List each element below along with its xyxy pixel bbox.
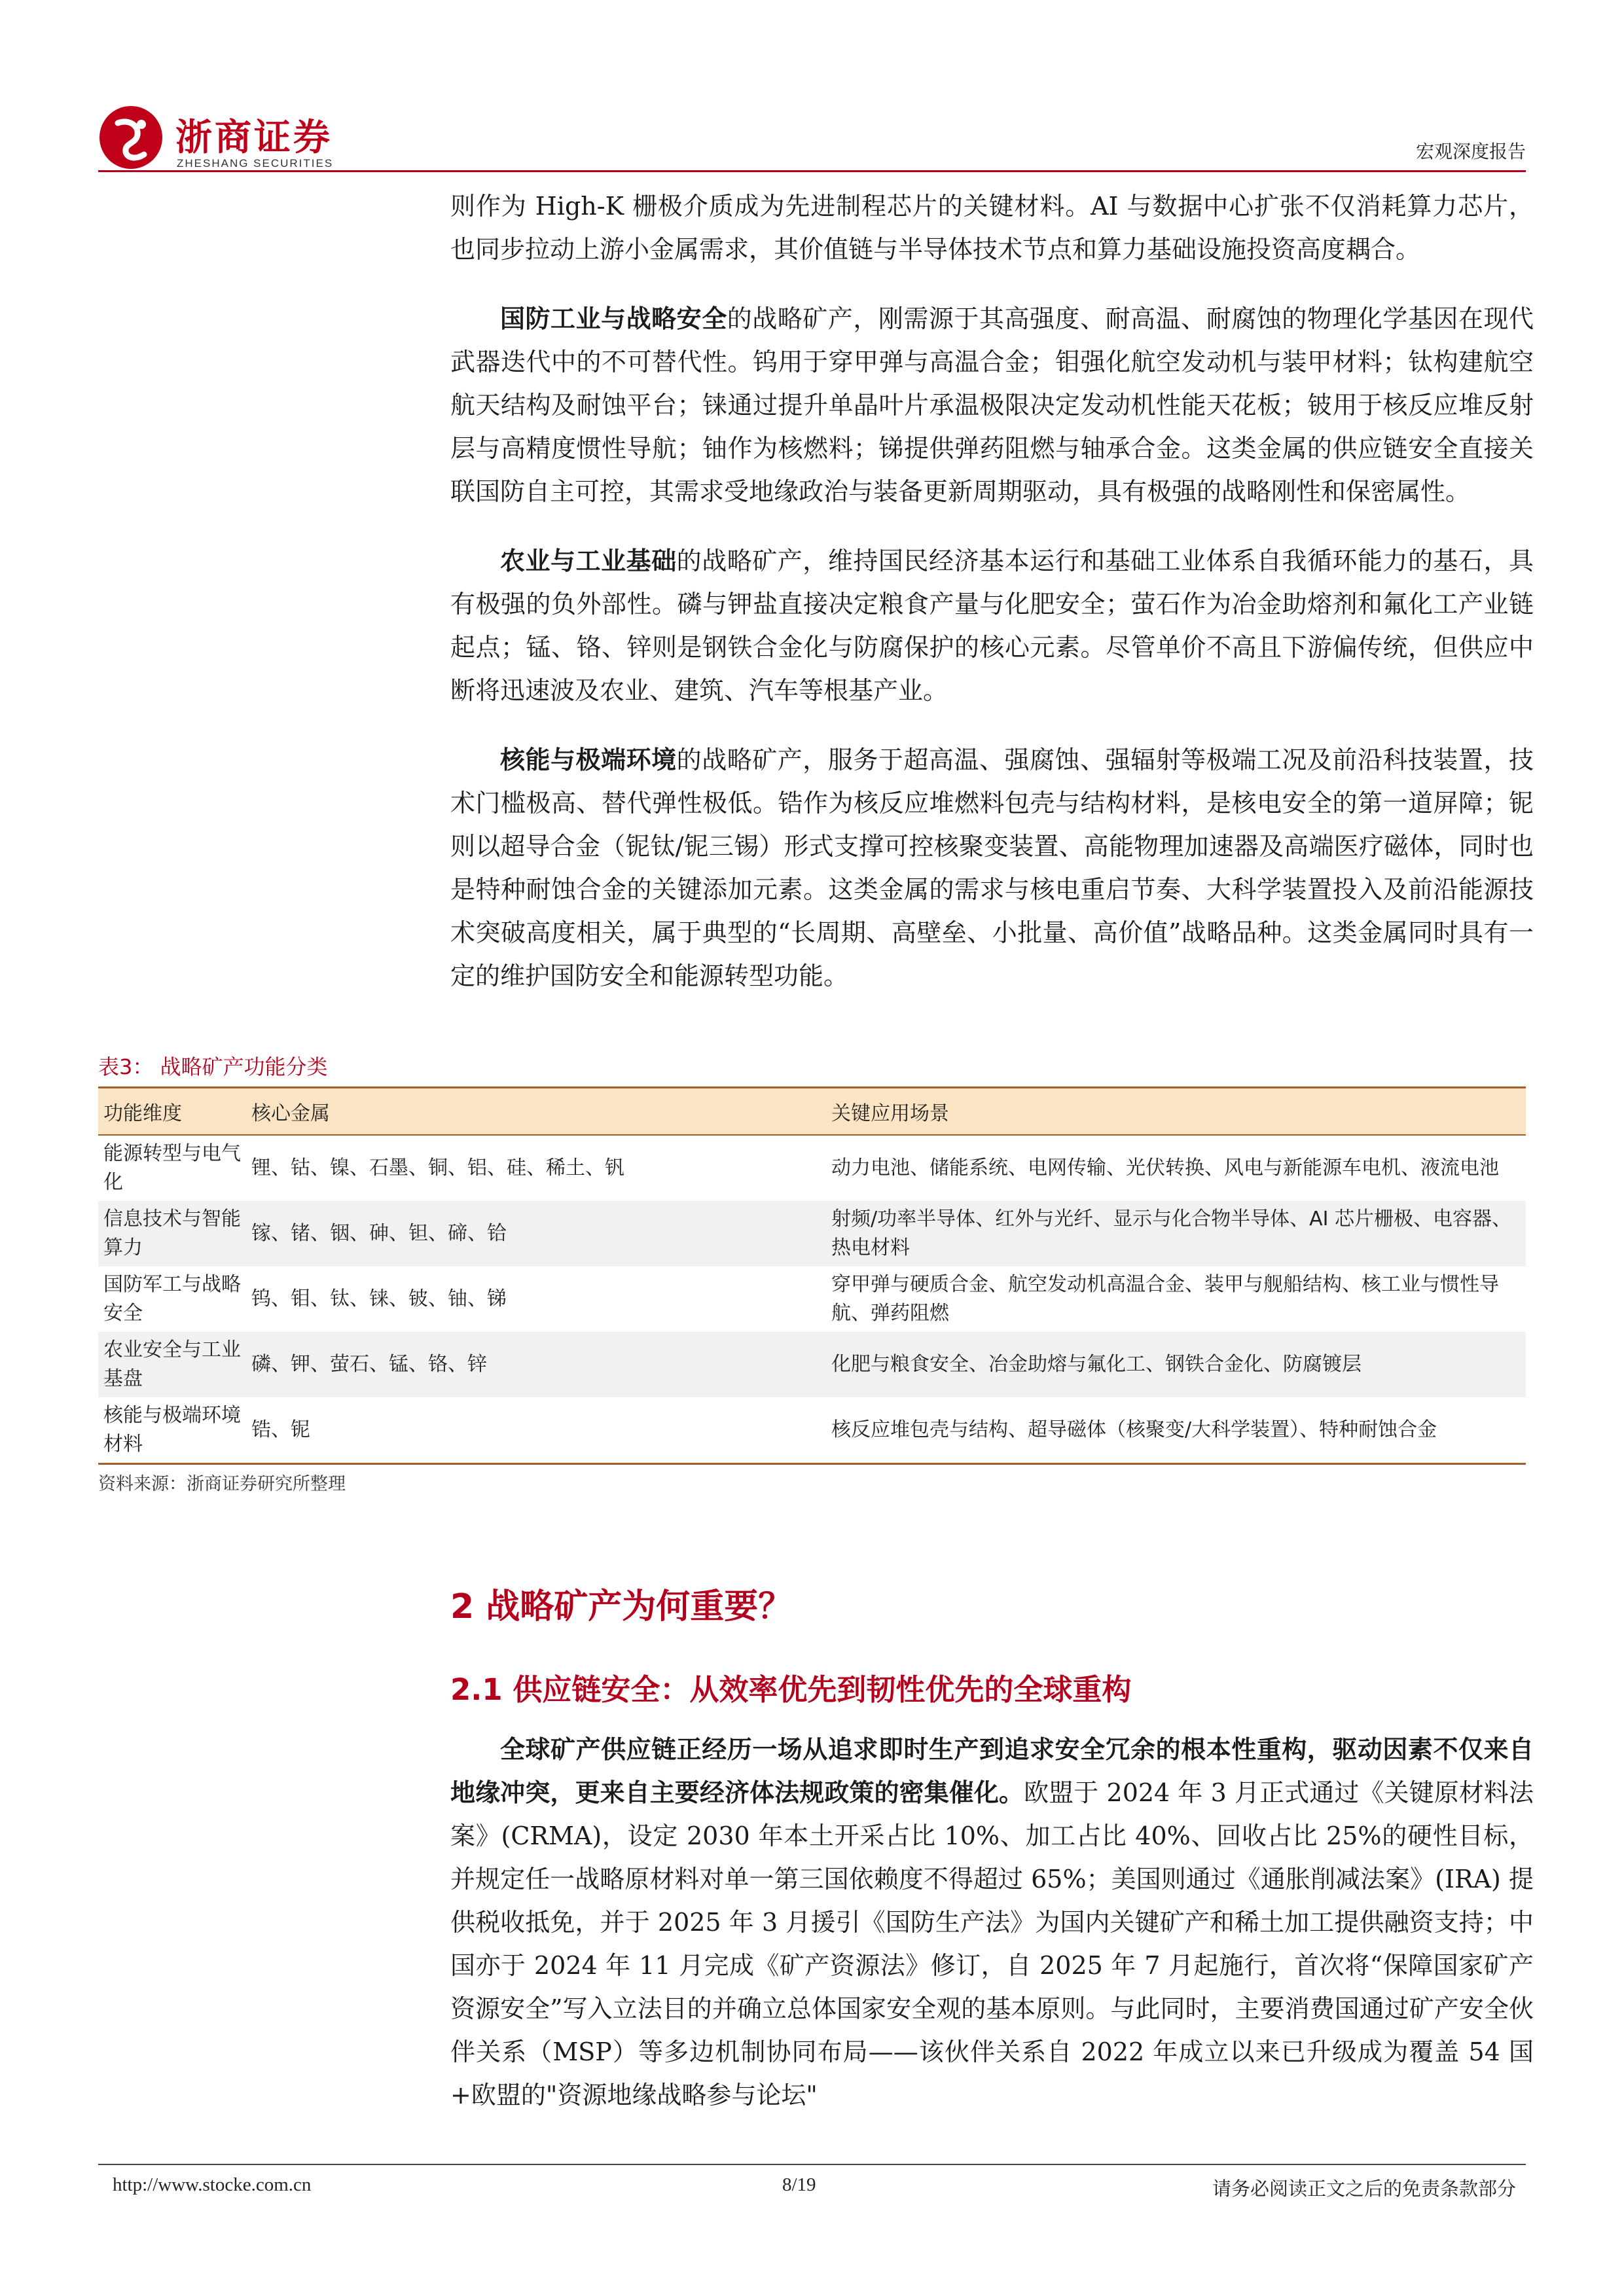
page-number: 8/19: [782, 2174, 816, 2195]
paragraph-lead-agriculture: 农业与工业基础: [500, 546, 677, 575]
cell-metals: 磷、钾、萤石、锰、铬、锌: [251, 1353, 487, 1376]
subsection-heading: 2.1 供应链安全：从效率优先到韧性优先的全球重构: [450, 1672, 1132, 1707]
table-title: 表3： 战略矿产功能分类: [98, 1054, 328, 1079]
cell-dimension: 农业安全与工业基盘: [103, 1338, 241, 1390]
cell-metals: 锆、铌: [246, 1397, 826, 1464]
section-heading: 2 战略矿产为何重要？: [450, 1587, 793, 1626]
paragraph-body-agriculture: 的战略矿产，维持国民经济基本运行和基础工业体系自我循环能力的基石，具有极强的负外部性。磷与钾盐直接决定粮食产量与化肥安全；萤石作为冶金助熔剂和氟化工产业链起点；锰、铬、锌则是钢铁合金化与防腐保护的核心元素。尽管单价不高且下游偏传统，但供应中断将迅速波及农业、建筑、汽车等根基产业。: [450, 547, 1534, 705]
cell-dimension: 信息技术与智能算力: [103, 1208, 241, 1259]
table-row: [98, 1201, 1526, 1266]
column-header-metals: 核心金属: [246, 1088, 826, 1136]
paragraph-lead-supply-chain: 全球矿产供应链正经历一场从追求即时生产到追求安全冗余的根本性重构，驱动因素不仅来自地缘冲突，更来自主要经济体法规政策的密集催化。: [450, 1734, 1534, 1807]
cell-dimension: 国防军工与战略安全: [103, 1273, 241, 1325]
zheshang-logo-icon: [98, 105, 164, 170]
column-header-dimension: 功能维度: [98, 1088, 246, 1136]
column-header-applications: 关键应用场景: [826, 1088, 1526, 1136]
table-row: [98, 1332, 1526, 1397]
logo-chinese-name: 浙商证券: [175, 117, 333, 159]
header-divider: [98, 170, 1526, 172]
cell-metals: 镓、锗、铟、砷、钽、碲、铪: [251, 1222, 507, 1245]
table-row: [98, 1397, 1526, 1464]
paragraph-defense: [450, 297, 1534, 513]
cell-applications: 穿甲弹与硬质合金、航空发动机高温合金、装甲与舰船结构、核工业与惯性导航、弹药阻燃: [831, 1273, 1499, 1325]
paragraph-supply-chain: [450, 1728, 1534, 2117]
logo-english-name: ZHESHANG SECURITIES: [177, 157, 334, 170]
report-type-label: 宏观深度报告: [1415, 141, 1526, 162]
strategic-minerals-table: [98, 1086, 1526, 1465]
paragraph-body-nuclear: 的战略矿产，服务于超高温、强腐蚀、强辐射等极端工况及前沿科技装置，技术门槛极高、替代弹性极低。锆作为核反应堆燃料包壳与结构材料，是核电安全的第一道屏障；铌则以超导合金（铌钛/铌三锡）形式支撑可控核聚变装置、高能物理加速器及高端医疗磁体，同时也是特种耐蚀合金的关键添加元素。这类金属的需求与核电重启节奏、大科学装置投入及前沿能源技术突破高度相关，属于典型的“长周期、高壁垒、小批量、高价值”战略品种。这类金属同时具有一定的维护国防安全和能源转型功能。: [450, 745, 1534, 990]
cell-metals: 锂、钴、镍、石墨、铜、铝、硅、稀土、钒: [251, 1157, 624, 1179]
paragraph-agriculture: [450, 539, 1534, 712]
paragraph-body-defense: 的战略矿产，刚需源于其高强度、耐高温、耐腐蚀的物理化学基因在现代武器迭代中的不可替代性。钨用于穿甲弹与高温合金；钼强化航空发动机与装甲材料；钛构建航空航天结构及耐蚀平台；铼通过提升单晶叶片承温极限决定发动机性能天花板；铍用于核反应堆反射层与高精度惯性导航；铀作为核燃料；锑提供弹药阻燃与轴承合金。这类金属的供应链安全直接关联国防自主可控，其需求受地缘政治与装备更新周期驱动，具有极强的战略刚性和保密属性。: [450, 304, 1534, 506]
cell-applications: 核反应堆包壳与结构、超导磁体（核聚变/大科学装置）、特种耐蚀合金: [826, 1397, 1526, 1464]
table-row: [98, 1266, 1526, 1332]
paragraph-nuclear: [450, 738, 1534, 997]
cell-metals: 钨、钼、钛、铼、铍、铀、锑: [251, 1287, 507, 1310]
cell-applications: 动力电池、储能系统、电网传输、光伏转换、风电与新能源车电机、液流电池: [831, 1157, 1499, 1179]
footer-divider: [98, 2164, 1526, 2165]
paragraph-body-supply-chain: 欧盟于 2024 年 3 月正式通过《关键原材料法案》(CRMA)，设定 2030 年本土开采占比 10%、加工占比 40%、回收占比 25%的硬性目标，并规定任一战略原材料对单一第三国依赖度不得超过 65%；美国则通过《通胀削减法案》(IRA) 提供税收抵免，并于 2025 年 3 月援引《国防生产法》为国内关键矿产和稀土加工提供融资支持；中国亦于 2024 年 11 月完成《矿产资源法》修订，自 2025 年 7 月起施行，首次将“保障国家矿产资源安全”写入立法目的并确立总体国家安全观的基本原则。与此同时，主要消费国通过矿产安全伙伴关系（MSP）等多边机制协同布局——该伙伴关系自 2022 年成立以来已升级成为覆盖 54 国+欧盟的"资源地缘战略参与论坛": [450, 1778, 1534, 2109]
cell-dimension: 能源转型与电气化: [103, 1142, 241, 1194]
cell-dimension: 核能与极端环境材料: [98, 1397, 246, 1464]
table-row: [98, 1135, 1526, 1201]
paragraph-lead-nuclear: 核能与极端环境: [500, 745, 677, 774]
paragraph-continued: 则作为 High-K 栅极介质成为先进制程芯片的关键材料。AI 与数据中心扩张不仅消耗算力芯片，也同步拉动上游小金属需求，其价值链与半导体技术节点和算力基础设施投资高度耦合。: [450, 192, 1534, 264]
body-text-top: [450, 185, 1534, 1024]
cell-applications: 化肥与粮食安全、冶金助熔与氟化工、钢铁合金化、防腐镀层: [831, 1353, 1362, 1376]
footer-disclaimer: 请务必阅读正文之后的免责条款部分: [1212, 2178, 1516, 2200]
paragraph-lead-defense: 国防工业与战略安全: [500, 304, 727, 333]
table-header-row: [98, 1088, 1526, 1136]
table-source-note: 资料来源：浙商证券研究所整理: [98, 1474, 346, 1494]
cell-applications: 射频/功率半导体、红外与光纤、显示与化合物半导体、AI 芯片栅极、电容器、热电材料: [831, 1208, 1512, 1259]
footer-website-link[interactable]: http://www.stocke.com.cn: [113, 2174, 312, 2195]
body-text-bottom: [450, 1728, 1534, 2143]
